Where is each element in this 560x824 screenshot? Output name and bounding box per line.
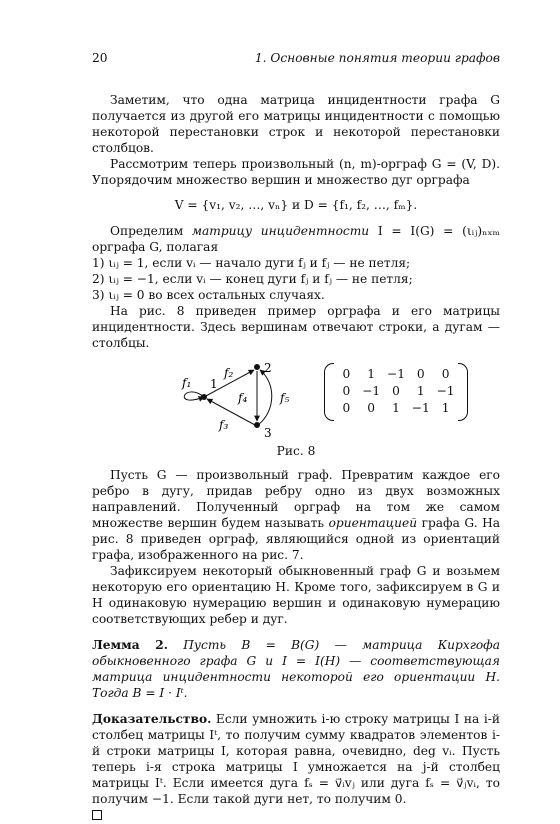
text: Пусть G — произвольный граф. Превратим каждое его ребро в дугу, придав ребру одно из двух возможных направлений. Полученный орграф на том же самом множестве вершин будем называть xyxy=(92,468,500,530)
vertex-label: 1 xyxy=(210,377,218,391)
matrix-cell: 0 xyxy=(392,384,400,398)
page-header xyxy=(92,50,500,66)
book-page xyxy=(92,50,500,824)
paragraph: Рассмотрим теперь произвольный (n, m)-орграф G = (V, D). Упорядочим множество вершин и множество дуг орграфа xyxy=(92,157,500,187)
matrix-row xyxy=(334,366,458,383)
edge-label: f₂ xyxy=(224,366,234,380)
defined-term: ориентацией xyxy=(328,516,418,530)
matrix-cell: 0 xyxy=(367,401,376,415)
lemma-statement: Пусть B = B(G) — матрица Кирхгофа обыкновенного графа G и I = I(H) — соответствующая матрица инцидентности некоторой его ориентации H. Тогда B = I · Iᵗ. xyxy=(92,638,500,700)
digraph-drawing xyxy=(92,357,322,439)
lemma-heading: Лемма 2. xyxy=(92,638,168,652)
matrix-cell: 0 xyxy=(342,384,351,398)
matrix-cell: 0 xyxy=(416,367,425,381)
proof-heading: Доказательство. xyxy=(92,712,212,726)
vertex-2 xyxy=(254,364,260,370)
text: Определим xyxy=(110,224,192,238)
matrix-cell: −1 xyxy=(387,367,405,381)
edge-f5 xyxy=(258,370,272,425)
proof xyxy=(92,711,500,807)
edge-f3 xyxy=(207,399,255,425)
edge-label: f₁ xyxy=(182,376,192,390)
matrix-cell: 1 xyxy=(367,367,376,381)
paragraph xyxy=(92,223,500,255)
matrix-cell: 0 xyxy=(342,367,351,381)
matrix-row xyxy=(334,383,458,400)
page-number: 20 xyxy=(92,51,108,65)
paragraph: На рис. 8 приведен пример орграфа и его матрицы инцидентности. Здесь вершинам отвечают строки, а дугам — столбцы. xyxy=(92,304,500,350)
list-item: 2) ιᵢⱼ = −1, если vᵢ — конец дуги fⱼ и fⱼ — не петля; xyxy=(92,272,413,286)
edge-label: f₄ xyxy=(238,391,248,405)
edge-label: f₃ xyxy=(219,418,229,432)
matrix-cell: −1 xyxy=(411,401,430,415)
matrix-cell: −1 xyxy=(362,384,381,398)
vertex-1 xyxy=(201,394,207,400)
paragraph: Зафиксируем некоторый обыкновенный граф G и возьмем некоторую его ориентацию H. Кроме того, зафиксируем в G и H одинаковую нумерацию вершин и одинаковую нумерацию соответствующих ребер и дуг. xyxy=(92,564,500,626)
edge-f1-loop xyxy=(184,392,204,400)
edge-label: f₅ xyxy=(280,391,290,405)
running-title: 1. Основные понятия теории графов xyxy=(254,51,500,65)
matrix-cell: 1 xyxy=(416,384,425,398)
figure-8 xyxy=(92,357,500,439)
vertex-label: 3 xyxy=(264,426,272,439)
list-item: 3) ιᵢⱼ = 0 во всех остальных случаях. xyxy=(92,288,325,302)
proof-text: Если умножить i-ю строку матрицы I на i-й столбец матрицы Iᵗ, то получим сумму квадратов элементов i-й строки матрицы I, которая равна, очевидно, deg vᵢ. Пусть теперь i-я строка матрицы I умножается на j-й столбец матрицы Iᵗ. Если имеется дуга fₛ = v⃗ᵢvⱼ или дуга fₛ = v⃗ⱼvᵢ, то получим −1. Если такой дуги нет, то получим 0. xyxy=(92,712,500,806)
display-formula: V = {v₁, v₂, …, vₙ} и D = {f₁, f₂, …, fₘ}. xyxy=(174,198,418,212)
matrix-cell: 1 xyxy=(441,401,450,415)
matrix-bracket-left xyxy=(324,363,334,421)
qed-square-icon xyxy=(92,810,102,820)
paragraph: Заметим, что одна матрица инцидентности графа G получается из другой его матрицы инцидентности с помощью некоторой перестановки строк и некоторой перестановки столбцов. xyxy=(92,93,500,155)
matrix-bracket-right xyxy=(458,363,468,421)
paragraph xyxy=(92,467,500,563)
matrix-cell: 0 xyxy=(342,401,351,415)
lemma-2 xyxy=(92,637,500,701)
matrix-cell: 1 xyxy=(392,401,400,415)
text: I = I(G) = (ιᵢⱼ)ₙₓₘ орграфа G, полагая xyxy=(92,224,500,254)
vertex-3 xyxy=(254,422,260,428)
matrix-cell: −1 xyxy=(436,384,455,398)
list-item: 1) ιᵢⱼ = 1, если vᵢ — начало дуги fⱼ и fⱼ — не петля; xyxy=(92,256,411,270)
matrix-cell: 0 xyxy=(441,367,450,381)
text: графа G. На рис. 8 приведен орграф, являющийся одной из ориентаций графа, изображенного на рис. 7. xyxy=(92,516,500,562)
matrix-row xyxy=(334,400,458,417)
defined-term: матрицу инцидентности xyxy=(191,224,370,238)
vertex-label: 2 xyxy=(264,361,272,375)
figure-caption: Рис. 8 xyxy=(276,444,316,458)
